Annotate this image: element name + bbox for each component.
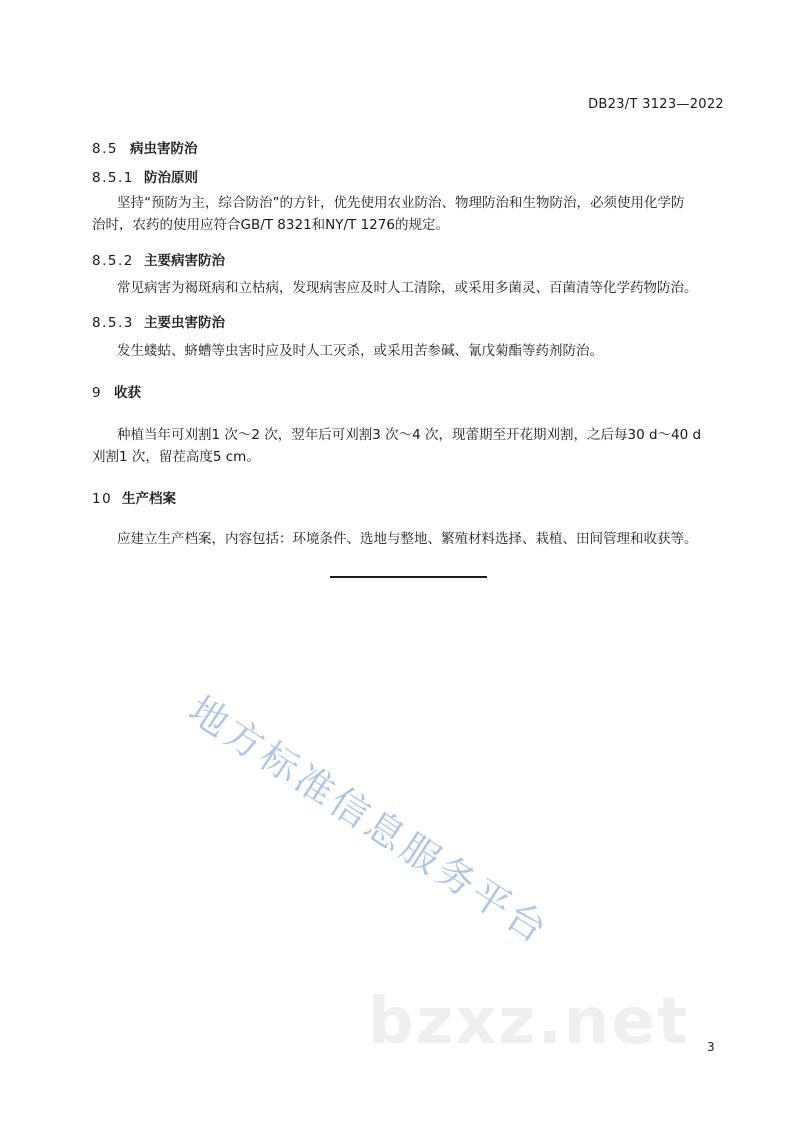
section-number: 8.5.2 (92, 253, 134, 269)
paragraph-8-5-1-line2: 治时，农药的使用应符合GB/T 8321和NY/T 1276的规定。 (92, 217, 449, 233)
watermark-site: bzxz.net (368, 985, 690, 1059)
end-rule (330, 576, 487, 578)
section-title: 生产档案 (122, 491, 176, 507)
section-heading-10 (92, 487, 176, 507)
section-heading-8-5-3 (92, 311, 225, 331)
section-number: 9 (92, 385, 103, 401)
watermark-text: 地方标准信息服务平台 (181, 687, 558, 954)
section-title: 主要病害防治 (144, 253, 225, 269)
paragraph-8-5-3: 发生蝼蛄、蛴螬等虫害时应及时人工灭杀，或采用苦参碱、氰戊菊酯等药剂防治。 (117, 343, 603, 359)
section-heading-8-5-1 (92, 166, 198, 186)
paragraph-9-line2: 刈割1 次，留茬高度5 cm。 (92, 449, 260, 465)
section-heading-8-5-2 (92, 249, 225, 269)
section-heading-8-5 (92, 137, 198, 157)
section-heading-9 (92, 381, 141, 401)
section-title: 防治原则 (144, 170, 198, 186)
section-number: 8.5.1 (92, 170, 134, 186)
page-number: 3 (707, 1040, 715, 1054)
paragraph-8-5-2: 常见病害为褐斑病和立枯病，发现病害应及时人工清除，或采用多菌灵、百菌清等化学药物防治。 (117, 280, 698, 296)
paragraph-8-5-1-line1: 坚持“预防为主，综合防治”的方针，优先使用农业防治、物理防治和生物防治，必须使用化学防 (117, 195, 685, 211)
paragraph-9-line1: 种植当年可刈割1 次～2 次，翌年后可刈割3 次～4 次，现蕾期至开花期刈割，之后每30 d～40 d (117, 427, 702, 443)
section-title: 病虫害防治 (130, 141, 198, 157)
paragraph-10: 应建立生产档案，内容包括：环境条件、选地与整地、繁殖材料选择、栽植、田间管理和收获等。 (117, 531, 698, 547)
document-code: DB23/T 3123—2022 (588, 97, 724, 112)
section-number: 8.5.3 (92, 315, 134, 331)
section-number: 10 (92, 491, 113, 507)
section-number: 8.5 (92, 141, 118, 157)
section-title: 收获 (114, 385, 141, 401)
section-title: 主要虫害防治 (144, 315, 225, 331)
